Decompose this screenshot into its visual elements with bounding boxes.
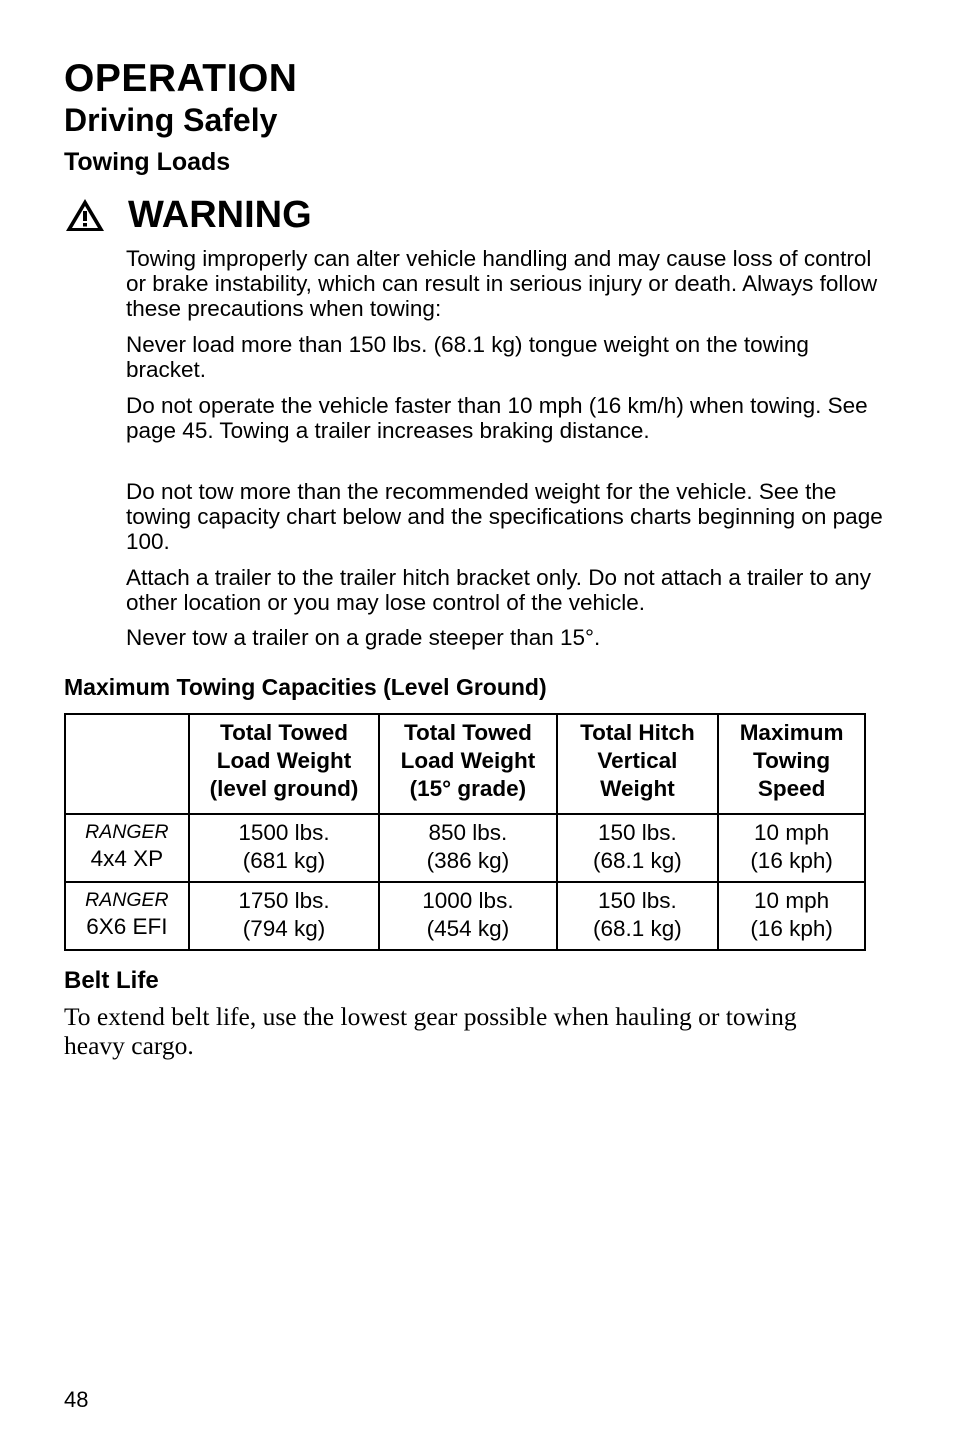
subsection-title: Driving Safely <box>64 102 278 138</box>
cell-line: 1500 lbs. <box>238 820 330 845</box>
cell-line: 1000 lbs. <box>422 888 514 913</box>
warning-heading <box>64 192 312 238</box>
cell-line: (68.1 kg) <box>593 916 682 941</box>
warning-paragraph: Never load more than 150 lbs. (68.1 kg) tongue weight on the towing bracket. <box>126 332 809 382</box>
model-name: 4x4 XP <box>90 846 164 871</box>
cell-line: Load Weight <box>400 748 536 773</box>
table-cell <box>718 814 865 882</box>
cell-line: 10 mph <box>754 820 830 845</box>
cell-line: (15° grade) <box>409 776 527 801</box>
cell-line: (level ground) <box>209 776 359 801</box>
warning-paragraph: Do not operate the vehicle faster than 10 mph (16 km/h) when towing. See page 45. Towing a trailer increases braking distance. <box>126 393 868 443</box>
cell-line: 150 lbs. <box>597 820 677 845</box>
cell-line: (16 kph) <box>750 848 833 873</box>
cell-line: Towing <box>753 748 831 773</box>
cell-line: (681 kg) <box>242 848 326 873</box>
cell-line: (16 kph) <box>750 916 833 941</box>
cell-line: 10 mph <box>754 888 830 913</box>
table-header-cell <box>718 714 865 814</box>
cell-line: (454 kg) <box>426 916 510 941</box>
table-cell <box>189 814 379 882</box>
warning-paragraph: Attach a trailer to the trailer hitch bracket only. Do not attach a trailer to any other location or you may lose control of the vehicle. <box>126 565 871 615</box>
cell-line: (68.1 kg) <box>593 848 682 873</box>
table-cell <box>557 882 719 950</box>
warning-paragraph: Do not tow more than the recommended weight for the vehicle. See the towing capacity chart below and the specifications charts beginning on page 100. <box>126 479 883 554</box>
cell-line: Total Hitch <box>580 720 695 745</box>
section-title: OPERATION <box>64 57 298 100</box>
topic-title: Towing Loads <box>64 148 231 176</box>
cell-line: 1750 lbs. <box>238 888 330 913</box>
capacities-table-title: Maximum Towing Capacities (Level Ground) <box>64 674 547 700</box>
model-name: 6X6 EFI <box>86 914 168 939</box>
cell-line: (794 kg) <box>242 916 326 941</box>
cell-line: Total Towed <box>220 720 348 745</box>
model-brand: RANGER <box>85 821 169 843</box>
table-header-cell <box>65 714 189 814</box>
page-number: 48 <box>64 1387 89 1412</box>
table-header-cell <box>557 714 719 814</box>
table-cell <box>718 882 865 950</box>
model-brand: RANGER <box>85 889 169 911</box>
table-cell <box>379 882 556 950</box>
warning-title: WARNING <box>128 194 312 236</box>
cell-line: (386 kg) <box>426 848 510 873</box>
table-cell <box>379 814 556 882</box>
table-header-cell <box>379 714 556 814</box>
cell-line: 150 lbs. <box>597 888 677 913</box>
towing-capacities-table <box>64 713 866 951</box>
model-cell <box>65 882 189 950</box>
model-cell <box>65 814 189 882</box>
table-row <box>65 814 865 882</box>
cell-line: Total Towed <box>403 720 532 745</box>
cell-line: 850 lbs. <box>428 820 508 845</box>
table-header-row <box>65 714 865 814</box>
table-row <box>65 882 865 950</box>
warning-triangle-icon <box>64 197 106 233</box>
cell-line: Weight <box>600 776 675 801</box>
table-cell <box>557 814 719 882</box>
cell-line: Maximum <box>739 720 844 745</box>
table-header-cell <box>189 714 379 814</box>
cell-line: Speed <box>757 776 826 801</box>
cell-line: Load Weight <box>216 748 352 773</box>
table-cell <box>189 882 379 950</box>
cell-line: Vertical <box>597 748 678 773</box>
belt-life-title: Belt Life <box>64 967 159 994</box>
warning-paragraph: Towing improperly can alter vehicle handling and may cause loss of control or brake instability, which can result in serious injury or death. Always follow these precautions when towing: <box>126 246 878 321</box>
warning-paragraph: Never tow a trailer on a grade steeper than 15°. <box>126 625 601 650</box>
belt-life-text: To extend belt life, use the lowest gear possible when hauling or towing heavy cargo. <box>64 1002 797 1060</box>
